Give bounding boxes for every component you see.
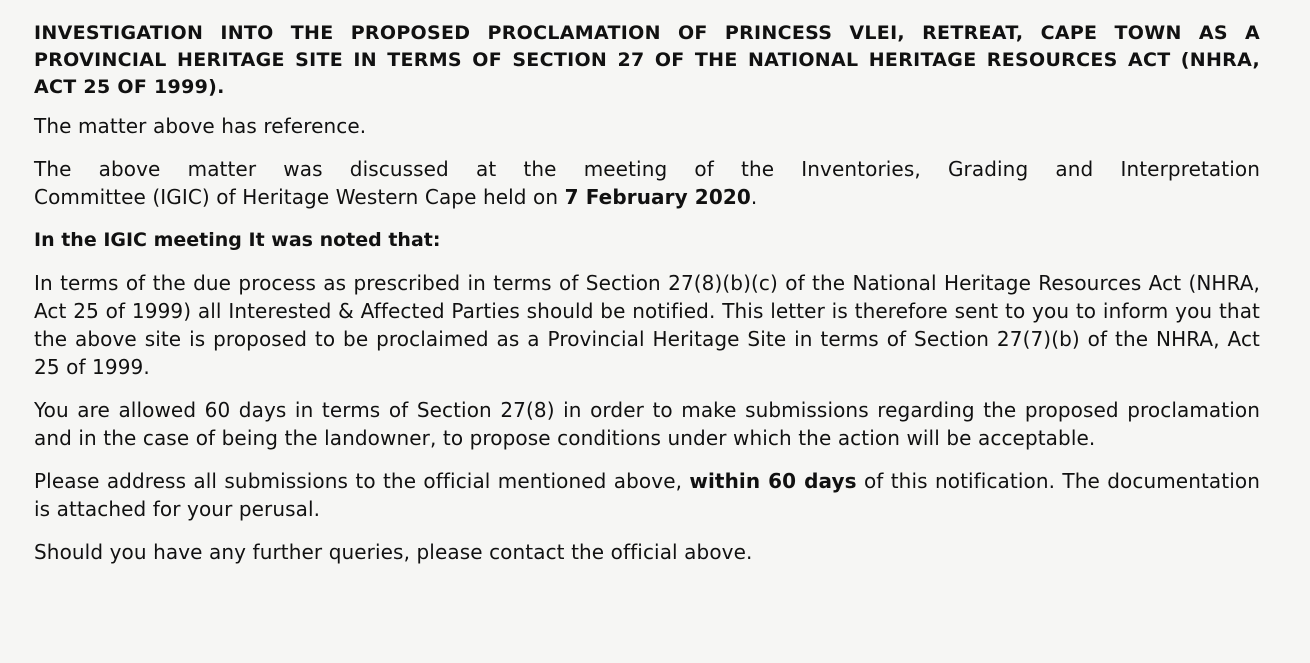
- paragraph-queries: Should you have any further queries, please contact the official above.: [34, 540, 753, 564]
- address-submissions-start: Please address all submissions to the official mentioned above,: [34, 469, 690, 493]
- paragraph-meeting-line2: Committee (IGIC) of Heritage Western Cape held on: [34, 185, 565, 209]
- section-subheading: In the IGIC meeting It was noted that:: [34, 229, 441, 251]
- paragraph-meeting-line1: The above matter was discussed at the meeting of the Inventories, Grading and Interpretation: [34, 157, 1260, 181]
- paragraph-reference: The matter above has reference.: [34, 114, 367, 138]
- deadline-emphasis: within 60 days: [689, 469, 857, 493]
- paragraph-meeting: [34, 155, 1260, 211]
- paragraph-due-process: In terms of the due process as prescribed in terms of Section 27(8)(b)(c) of the National Heritage Resources Act (NHRA, Act 25 of 1999) all Interested & Affected Parties should be notified. This letter is therefore sent to you to inform you that the above site is proposed to be proclaimed as a Provincial Heritage Site in terms of Section 27(7)(b) of the NHRA, Act 25 of 1999.: [34, 271, 1260, 379]
- paragraph-submissions-period: You are allowed 60 days in terms of Section 27(8) in order to make submissions regarding the proposed proclamation and in the case of being the landowner, to propose conditions under which the action will be acceptable.: [34, 398, 1260, 450]
- meeting-date: 7 February 2020: [564, 185, 751, 209]
- address-submissions-end: of this notification. The documentation is attached for your perusal.: [34, 469, 1260, 521]
- document-heading: INVESTIGATION INTO THE PROPOSED PROCLAMATION OF PRINCESS VLEI, RETREAT, CAPE TOWN AS A PROVINCIAL HERITAGE SITE IN TERMS OF SECTION 27 OF THE NATIONAL HERITAGE RESOURCES ACT (NHRA, ACT 25 OF 1999).: [34, 22, 1260, 98]
- paragraph-address-submissions: [34, 467, 1260, 523]
- paragraph-meeting-end: .: [750, 185, 758, 209]
